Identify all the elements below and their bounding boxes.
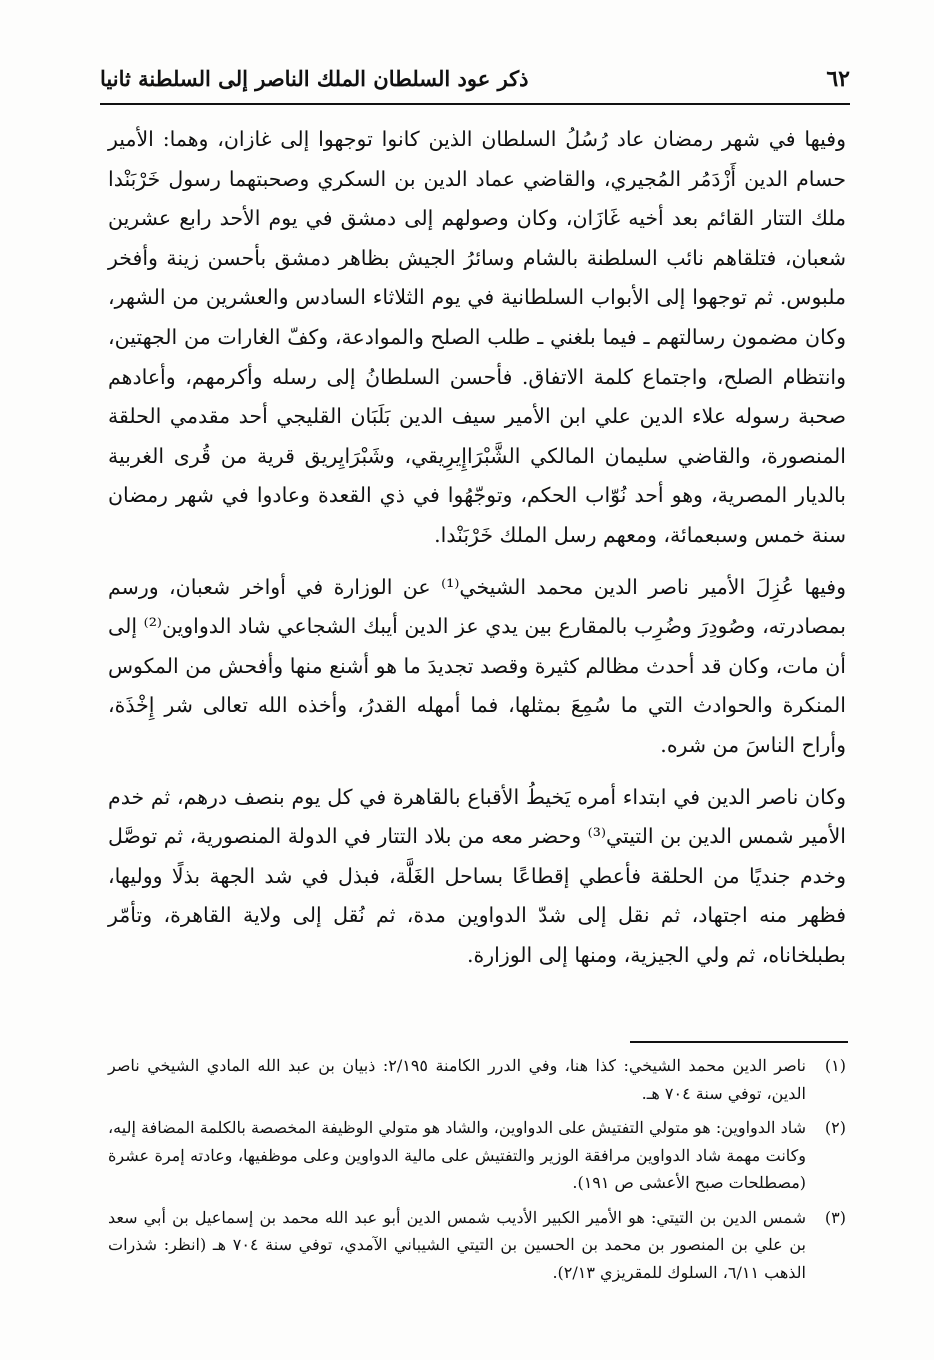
footnote-text: شاد الدواوين: هو متولي التفتيش على الدواوين، والشاد هو متولي الوظيفة المخصصة بالكلمة المضافة إليه، وكانت مهمة شاد الدواوين مرافقة الوزير والتفتيش على مالية الدواوين وعلى موظفيها، وعادته إمرة عشرة (مصطلحات صبح الأعشى ص ١٩١).: [108, 1118, 806, 1192]
footnote-number: (٢): [824, 1118, 846, 1137]
footnotes: [108, 1052, 846, 1293]
footnote-separator: [630, 1041, 848, 1043]
page-header: [100, 60, 850, 100]
page-number: ٦٢: [826, 66, 850, 92]
footnote-number: (١): [824, 1056, 846, 1075]
footnote-text: ناصر الدين محمد الشيخي: كذا هنا، وفي الدرر الكامنة ٢/١٩٥: ذبيان بن عبد الله المادي الشيخي ناصر الدين، توفي سنة ٧٠٤ هـ.: [108, 1056, 807, 1103]
main-text: [108, 120, 846, 975]
paragraph-vizier-career: وكان ناصر الدين في ابتداء أمره يَخيطُ الأقباع بالقاهرة في كل يوم بنصف درهم، ثم خدم الأمير شمس الدين بن التيتي⁽³⁾ وحضر معه من بلاد التتار في الدولة المنصورية، ثم توصَّل وخدم جنديًا من الحلقة فأعطي إقطاعًا بساحل الغَلَّة، فبذل في شد الجهة بذلًا ووليها، فظهر منه اجتهاد، ثم نقل إلى شدّ الدواوين مدة، ثم نُقل إلى ولاية القاهرة، وتأمّر بطبلخاناه، ثم ولي الجيزية، ومنها إلى الوزارة.: [108, 784, 846, 967]
paragraph-envoys: وفيها في شهر رمضان عاد رُسُلُ السلطان الذين كانوا توجهوا إلى غازان، وهما: الأمير حسام الدين أَزْدَمُر المُجيري، والقاضي عماد الدين بن السكري وصحبتهما رسول خَرْبَنْدا ملك التتار القائم بعد أخيه غَازَان، وكان وصولهم إلى دمشق في يوم الأحد رابع عشرين شعبان، فتلقاهم نائب السلطنة بالشام وسائرُ الجيش بظاهر دمشق بأحسن زينة وأفخر ملبوس. ثم توجهوا إلى الأبواب السلطانية في يوم الثلاثاء السادس والعشرين من الشهر، وكان مضمون رسالتهم ـ فيما بلغني ـ طلب الصلح والموادعة، وكفّ الغارات من الجهتين، وانتظام الصلح، واجتماع كلمة الاتفاق. فأحسن السلطانُ إلى رسله وأكرمهم، وأعادهم صحبة رسوله علاء الدين علي ابن الأمير سيف الدين بَلَبَان القليجي أحد مقدمي الحلقة المنصورة، والقاضي سليمان المالكي الشَّبْرَاإِيرِيقي، وشَبْرَايِريق قرية من قُرى الغربية بالديار المصرية، وهو أحد نُوّاب الحكم، وتوجّهُوا في ذي القعدة وعادوا في شهر رمضان سنة خمس وسبعمائة، ومعهم رسل الملك خَرْبَنْدا.: [108, 127, 846, 547]
footnote-number: (٣): [824, 1207, 846, 1227]
footnote-1: [108, 1052, 846, 1107]
footnote-text: شمس الدين بن التيتي: هو الأمير الكبير الأديب شمس الدين أبو عبد الله محمد بن إسماعيل بن أبي سعد بن علي بن المنصور بن محمد بن الحسين بن التيتي الشيباني الآمدي، توفي سنة ٧٠٤ هـ (انظر: شذرات الذهب ٦/١١، السلوك للمقريزي ٢/١٣).: [108, 1207, 807, 1282]
footnote-3: [108, 1204, 846, 1287]
paragraph-vizier-dismissal: وفيها عُزِلَ الأمير ناصر الدين محمد الشيخي⁽¹⁾ عن الوزارة في أواخر شعبان، ورسم بمصادرته، وصُودِرَ وضُرِب بالمقارع بين يدي عز الدين أيبك الشجاعي شاد الدواوين⁽²⁾ إلى أن مات، وكان قد أحدث مظالم كثيرة وقصد تجديدَ ما هو أشنع منها وأفحش من المكوس المنكرة والحوادث التي ما سُمِعَ بمثلها، فما أمهله القدرُ، وأخذه الله تعالى شر إِخْذَة، وأراح الناسَ من شره.: [108, 574, 847, 757]
footnote-2: [108, 1114, 846, 1197]
header-rule: [100, 103, 850, 105]
running-title: ذكر عود السلطان الملك الناصر إلى السلطنة ثانيا: [100, 66, 529, 91]
